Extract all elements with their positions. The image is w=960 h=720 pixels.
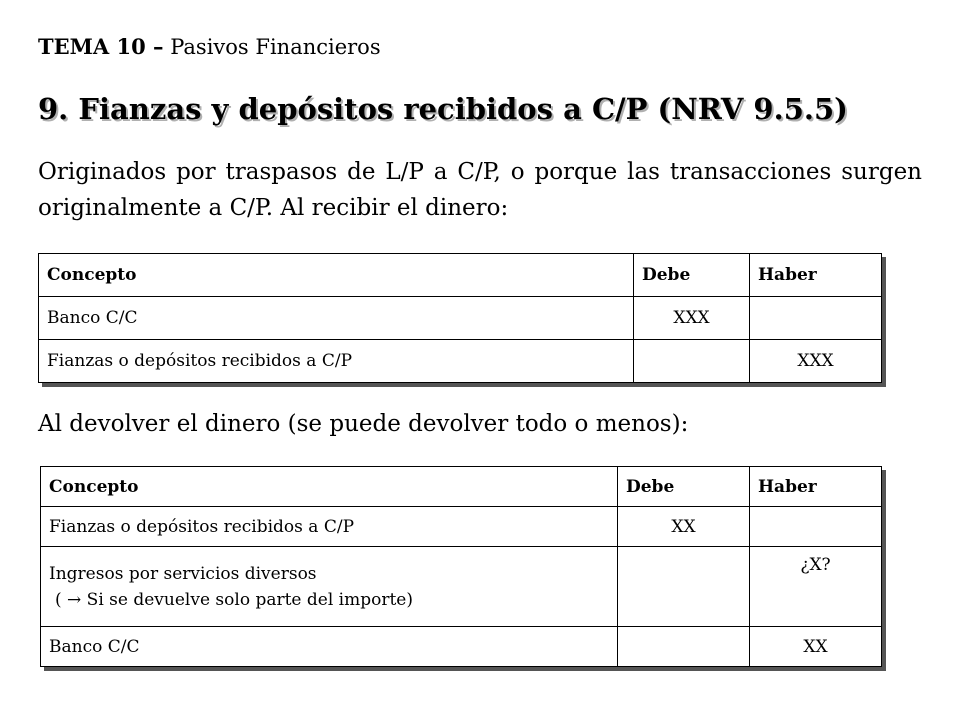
intro-paragraph: Originados por traspasos de L/P a C/P, o porque las transacciones surgen originalmente a C/P. Al recibir el dinero: <box>38 159 922 221</box>
table-header-row <box>41 467 882 507</box>
cell-debe <box>618 627 750 667</box>
cell-debe <box>634 340 750 383</box>
header-subject: Pasivos Financieros <box>170 35 381 59</box>
column-header-debe: Debe <box>634 254 750 297</box>
column-header-debe: Debe <box>618 467 750 507</box>
column-header-concepto: Concepto <box>41 467 618 507</box>
cell-debe: XXX <box>634 297 750 340</box>
cell-haber <box>750 297 882 340</box>
cell-concepto: Fianzas o depósitos recibidos a C/P <box>39 340 634 383</box>
cell-concepto: Banco C/C <box>41 627 618 667</box>
journal-entry-table-return <box>40 466 882 667</box>
cell-haber: XXX <box>750 340 882 383</box>
section-title: 9. Fianzas y depósitos recibidos a C/P (NRV 9.5.5) <box>38 92 848 126</box>
table-row <box>39 297 882 340</box>
concepto-main: Ingresos por servicios diversos <box>49 563 317 584</box>
cell-concepto: Fianzas o depósitos recibidos a C/P <box>41 507 618 547</box>
column-header-concepto: Concepto <box>39 254 634 297</box>
cell-haber: ¿X? <box>750 547 882 627</box>
cell-concepto <box>41 547 618 627</box>
table-header-row <box>39 254 882 297</box>
cell-debe: XX <box>618 507 750 547</box>
concepto-note: ( → Si se devuelve solo parte del importe) <box>55 589 414 610</box>
table-row <box>41 547 882 627</box>
table-row <box>39 340 882 383</box>
journal-entry-table-receive <box>38 253 882 383</box>
cell-concepto: Banco C/C <box>39 297 634 340</box>
column-header-haber: Haber <box>750 254 882 297</box>
cell-haber <box>750 507 882 547</box>
slide-header <box>38 34 381 59</box>
header-tema: TEMA 10 – <box>38 34 164 59</box>
return-paragraph: Al devolver el dinero (se puede devolver todo o menos): <box>38 411 689 437</box>
cell-debe <box>618 547 750 627</box>
table-row <box>41 627 882 667</box>
table-row <box>41 507 882 547</box>
column-header-haber: Haber <box>750 467 882 507</box>
cell-haber: XX <box>750 627 882 667</box>
